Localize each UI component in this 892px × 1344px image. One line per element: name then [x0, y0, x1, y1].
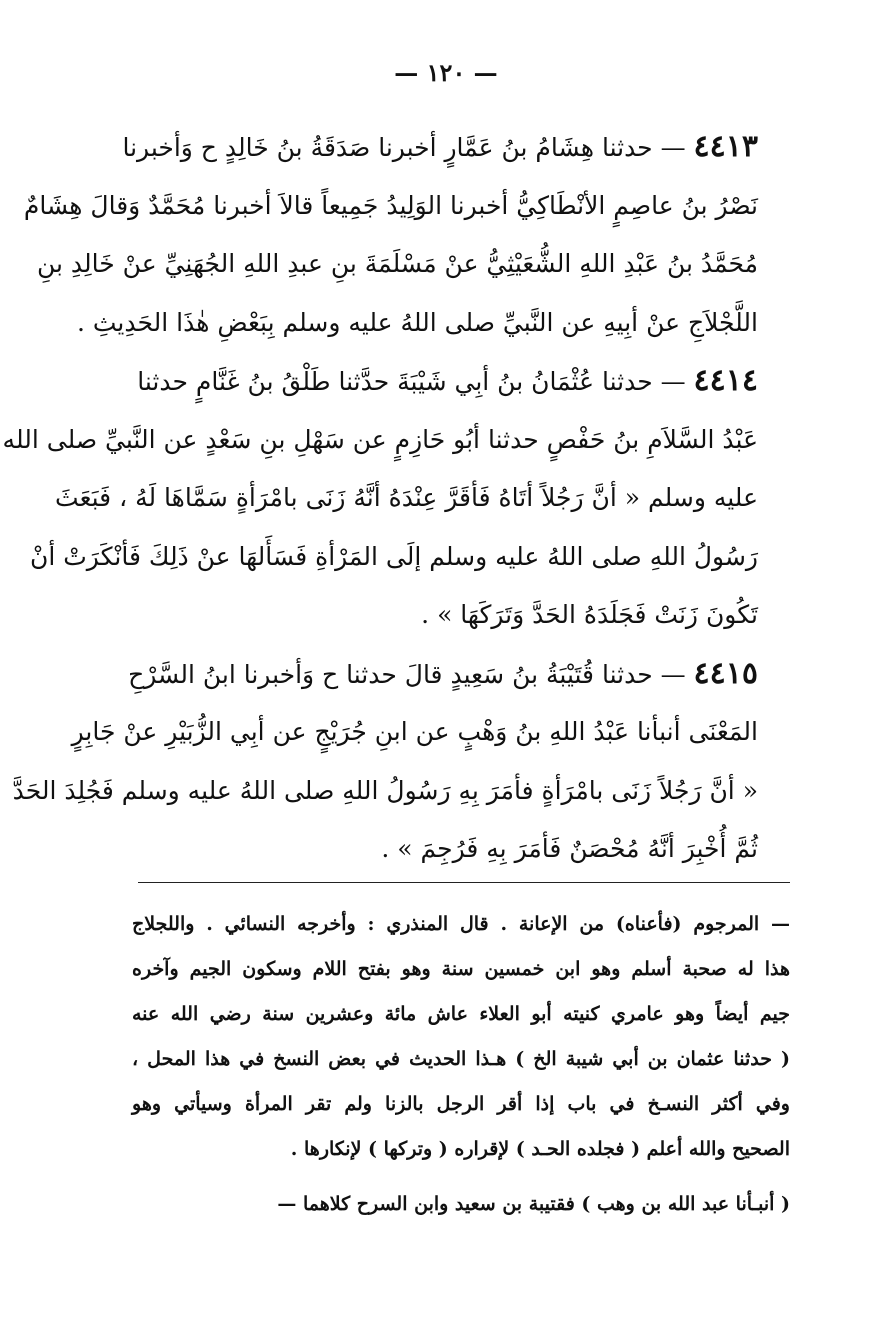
- hadith-line: عليه وسلم « أنَّ رَجُلاً أتَاهُ فَأقَرَّ عِنْدَهُ أنَّهُ زَنَى بامْرَأةٍ سَمَّاهَا لَهُ ، فَبَعَثَ: [55, 483, 758, 512]
- hadith-number: ٤٤١٣: [693, 129, 758, 164]
- hadith-number: ٤٤١٥: [693, 655, 758, 691]
- note-line: — المرجوم (فأعناه) من الإعانة . قال المنذري : وأخرجه النسائي . واللجلاج: [132, 913, 790, 935]
- hadith-line: عَبْدُ السَّلاَمِ بنُ حَفْصٍ حدثنا أبُو حَازِمٍ عن سَهْلِ بنِ سَعْدٍ عن النَّبيِّ صلى الله: [2, 424, 758, 454]
- footnote-divider: [138, 882, 790, 883]
- hadith-line: ثُمَّ أُخْبِرَ أنَّهُ مُحْصَنٌ فَأمَرَ بِهِ فَرُجِمَ » .: [381, 834, 758, 863]
- hadith-line: اللَّجْلاَجِ عنْ أبِيهِ عن النَّبيِّ صلى اللهُ عليه وسلم بِبَعْضِ هٰذَا الحَدِيثِ .: [76, 307, 758, 337]
- note-line: جيم أيضاً وهو عامري كنيته أبو العلاء عاش مائة وعشرين سنة رضي الله عنه: [132, 1003, 790, 1025]
- hadith-line-text: — حدثنا هِشَامُ بنُ عَمَّارٍ أخبرنا صَدَقَةُ بنُ خَالِدٍ ح وَأخبرنا: [122, 133, 686, 162]
- note-line: ( أنبـأنا عبد الله بن وهب ) فقتيبة بن سعيد وابن السرح كلاهما —: [277, 1193, 790, 1215]
- note-line: ( حدثنا عثمان بن أبي شيبة الخ ) هـذا الحديث في بعض النسخ في هذا المحل ،: [132, 1048, 790, 1070]
- hadith-line: « أنَّ رَجُلاً زَنَى بامْرَأةٍ فأمَرَ بِهِ رَسُولُ اللهِ صلى اللهُ عليه وسلم فَجُلِدَ الحَدَّ: [12, 775, 758, 805]
- hadith-line-text: — حدثنا قُتَيْبَةُ بنُ سَعِيدٍ قالَ حدثنا ح وَأخبرنا ابنُ السَّرْحِ: [128, 659, 686, 689]
- page-number: — ١٢٠ —: [394, 58, 498, 87]
- hadith-first-line: [137, 352, 758, 411]
- hadith-line: نَصْرُ بنُ عاصِمٍ الأنْطَاكِيُّ أخبرنا الوَلِيدُ جَمِيعاً قالاَ أخبرنا مُحَمَّدٌ وَقالَ هِشَامٌ: [23, 190, 758, 220]
- hadith-first-line: [128, 645, 758, 704]
- hadith-line: مُحَمَّدُ بنُ عَبْدِ اللهِ الشُّعَيْثِيُّ عنْ مَسْلَمَةَ بنِ عبدِ اللهِ الجُهَنِيِّ عنْ خَالِدِ بنِ: [36, 249, 758, 278]
- commentary-notes: [132, 902, 790, 1227]
- hadith-line: رَسُولُ اللهِ صلى اللهُ عليه وسلم إلَى المَرْأةِ فَسَأَلهَا عنْ ذَلِكَ فَأنْكَرَتْ أنْ: [30, 541, 758, 571]
- hadith-line: تَكُونَ زَنَتْ فَجَلَدَهُ الحَدَّ وَتَرَكَهَا » .: [421, 600, 758, 629]
- hadith-line-text: — حدثنا عُثْمَانُ بنُ أبِي شَيْبَةَ حدَّثنا طَلْقُ بنُ غَنَّامٍ حدثنا: [137, 367, 686, 396]
- hadith-first-line: [122, 118, 758, 177]
- note-line: وفي أكثر النسـخ في باب إذا أقر الرجل بالزنا ولم تقر المرأة وسيأتي وهو: [132, 1093, 790, 1115]
- hadith-line: المَعْنَى أنبأنا عَبْدُ اللهِ بنُ وَهْبٍ عن ابنِ جُرَيْجٍ عن أبِي الزُّبَيْرِ عنْ جَابِرٍ: [71, 717, 758, 746]
- hadith-text: [2, 118, 758, 879]
- note-line: الصحيح والله أعلم ( فجلده الحـد ) لإقراره ( وتركها ) لإنكارها .: [290, 1138, 790, 1160]
- hadith-number: ٤٤١٤: [693, 363, 758, 398]
- note-line: هذا له صحبة أسلم وهو ابن خمسين سنة وهو بفتح اللام وسكون الجيم وآخره: [132, 958, 790, 980]
